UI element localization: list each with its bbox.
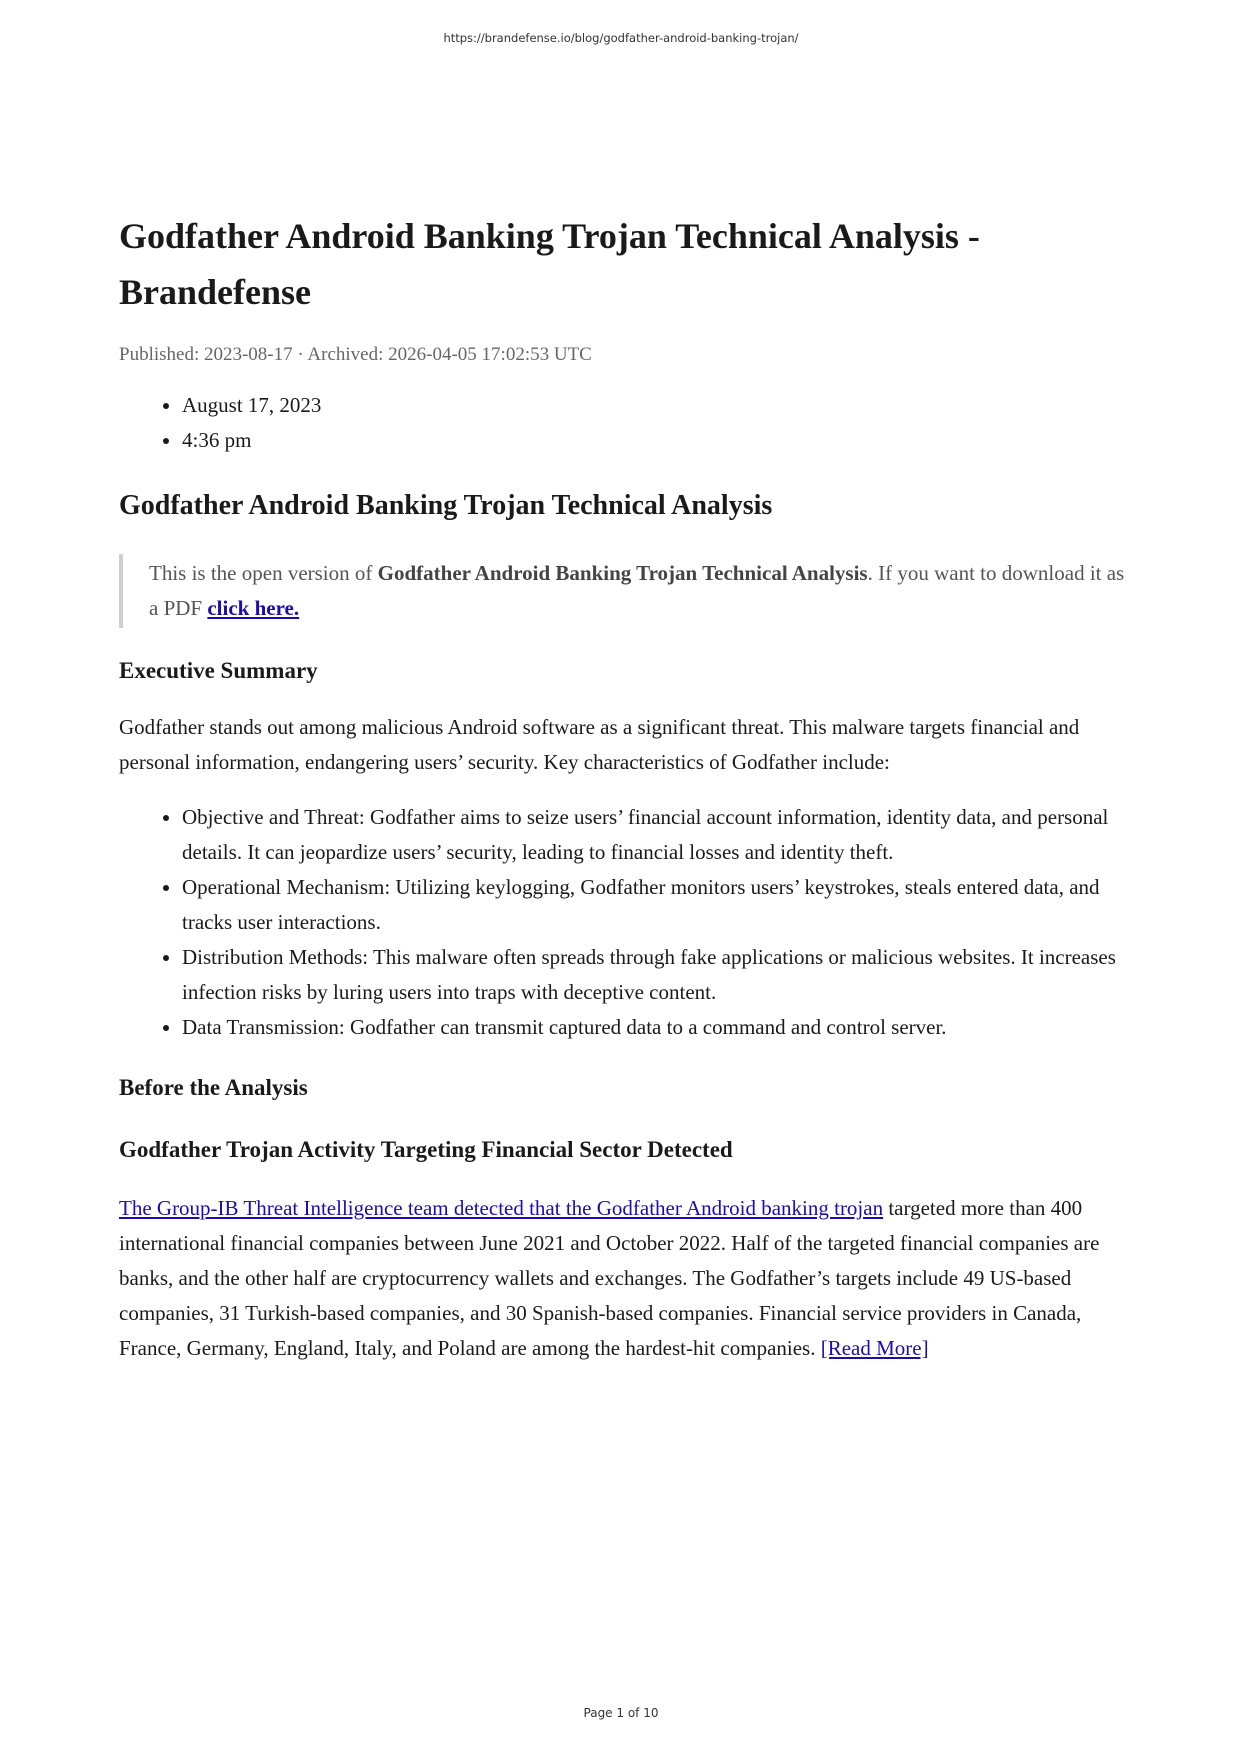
characteristics-list bbox=[119, 800, 1129, 1045]
pdf-notice bbox=[119, 554, 1129, 628]
list-item: • Objective and Threat: Godfather aims to seize users’ financial account information, identity data, and personal details. It can jeopardize users’ security, leading to financial losses and identity theft. bbox=[182, 800, 1129, 870]
publish-meta: Published: 2023-08-17 · Archived: 2026-04-05 17:02:53 UTC bbox=[119, 344, 592, 365]
date-item: • August 17, 2023 bbox=[182, 388, 1129, 423]
list-item: • Distribution Methods: This malware often spreads through fake applications or malicious websites. It increases infection risks by luring users into traps with deceptive content. bbox=[182, 940, 1129, 1010]
pdf-notice-middle: . If you want to download it as a PDF bbox=[149, 561, 1125, 620]
executive-summary-text: Godfather stands out among malicious Android software as a significant threat. This malware targets financial and personal information, endangering users’ security. Key characteristics of Godfather include: bbox=[119, 715, 1080, 774]
article bbox=[119, 208, 1129, 1366]
date-list bbox=[119, 388, 1129, 458]
pdf-notice-prefix: This is the open version of bbox=[149, 561, 378, 585]
activity-text: targeted more than 400 international financial companies between June 2021 and October 2022. Half of the targeted financial companies are banks, and the other half are cryptocurrency wallets and exchanges. The Godfather’s targets include 49 US-based companies, 31 Turkish-based companies, and 30 Spanish-based companies. Financial service providers in Canada, France, Germany, England, Italy, and Poland are among the hardest-hit companies. bbox=[119, 1196, 1100, 1360]
list-item: • Operational Mechanism: Utilizing keylogging, Godfather monitors users’ keystrokes, steals entered data, and tracks user interactions. bbox=[182, 870, 1129, 940]
read-more-link[interactable]: [Read More] bbox=[820, 1336, 929, 1360]
activity-paragraph bbox=[119, 1191, 1129, 1366]
time-item: • 4:36 pm bbox=[182, 423, 1129, 458]
article-subtitle: Godfather Android Banking Trojan Technical Analysis bbox=[119, 490, 773, 521]
executive-summary-heading: Executive Summary bbox=[119, 658, 318, 683]
before-analysis-heading: Before the Analysis bbox=[119, 1075, 308, 1100]
activity-heading: Godfather Trojan Activity Targeting Financial Sector Detected bbox=[119, 1137, 733, 1162]
pdf-notice-bold: Godfather Android Banking Trojan Technical Analysis bbox=[377, 561, 868, 585]
group-ib-link[interactable]: The Group-IB Threat Intelligence team detected that the Godfather Android banking trojan bbox=[119, 1196, 884, 1220]
pdf-download-link[interactable]: click here. bbox=[207, 596, 300, 620]
page-number: Page 1 of 10 bbox=[583, 1706, 659, 1720]
page-title: Godfather Android Banking Trojan Technical Analysis - Brandefense bbox=[119, 216, 980, 312]
list-item: • Data Transmission: Godfather can transmit captured data to a command and control server. bbox=[182, 1010, 1129, 1045]
page-url: https://brandefense.io/blog/godfather-android-banking-trojan/ bbox=[443, 31, 799, 45]
